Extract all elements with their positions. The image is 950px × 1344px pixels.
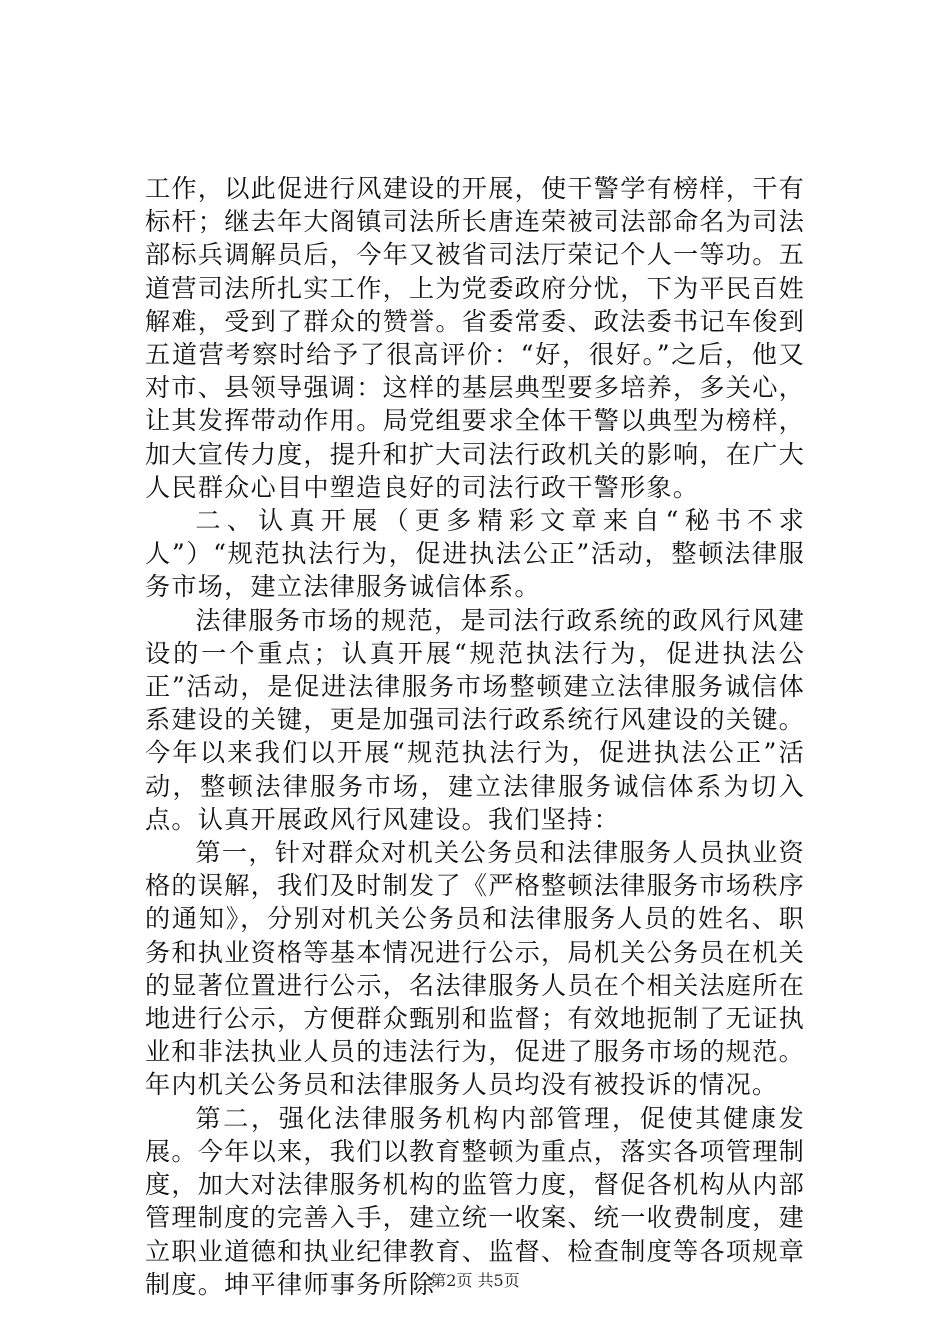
document-body: [145, 172, 805, 1301]
page-number-footer: 第2页 共5页: [430, 1271, 520, 1290]
paragraph-4: 第一，针对群众对机关公务员和法律服务人员执业资格的误解，我们及时制发了《严格整顿法律服务市场秩序的通知》，分别对机关公务员和法律服务人员的姓名、职务和执业资格等基本情况进行公示，局机关公务员在机关的显著位置进行公示，名法律服务人员在个相关法庭所在地进行公示，方便群众甄别和监督；有效地扼制了无证执业和非法执业人员的违法行为，促进了服务市场的规范。年内机关公务员和法律服务人员均没有被投诉的情况。: [145, 838, 805, 1100]
paragraph-3: 法律服务市场的规范，是司法行政系统的政风行风建设的一个重点；认真开展“规范执法行为，促进执法公正”活动，是促进法律服务市场整顿建立法律服务诚信体系建设的关键，更是加强司法行政系统行风建设的关键。今年以来我们以开展“规范执法行为，促进执法公正”活动，整顿法律服务市场，建立法律服务诚信体系为切入点。认真开展政风行风建设。我们坚持：: [145, 605, 805, 834]
paragraph-5: 第二，强化法律服务机构内部管理，促使其健康发展。今年以来，我们以教育整顿为重点，落实各项管理制度，加大对法律服务机构的监管力度，督促各机构从内部管理制度的完善入手，建立统一收案、统一收费制度，建立职业道德和执业纪律教育、监督、检查制度等各项规章制度。坤平律师事务所除: [145, 1103, 805, 1299]
paragraph-1: 工作，以此促进行风建设的开展，使干警学有榜样，干有标杆；继去年大阁镇司法所长唐连荣被司法部命名为司法部标兵调解员后，今年又被省司法厅荣记个人一等功。五道营司法所扎实工作，上为党委政府分忧，下为平民百姓解难，受到了群众的赞誉。省委常委、政法委书记车俊到五道营考察时给予了很高评价：“好，很好。”之后，他又对市、县领导强调：这样的基层典型要多培养，多关心，让其发挥带动作用。局党组要求全体干警以典型为榜样，加大宣传力度，提升和扩大司法行政机关的影响，在广大人民群众心目中塑造良好的司法行政干警形象。: [145, 174, 805, 502]
paragraph-2-heading: 二、认真开展（更多精彩文章来自“秘书不求人”）“规范执法行为，促进执法公正”活动，整顿法律服务市场，建立法律服务诚信体系。: [145, 506, 805, 602]
